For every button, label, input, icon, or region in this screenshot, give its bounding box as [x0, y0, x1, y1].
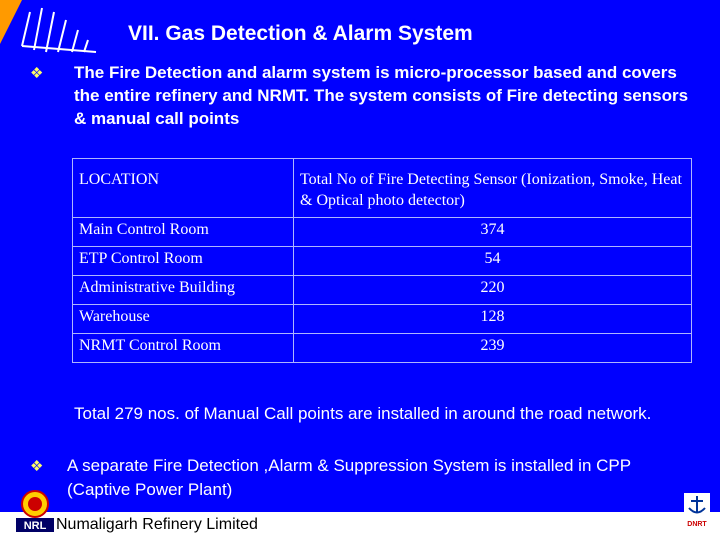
row-count: 54 [294, 247, 692, 276]
table-row [73, 218, 692, 247]
orange-triangle-icon [0, 0, 22, 44]
row-location: Administrative Building [73, 276, 294, 305]
table-row [73, 305, 692, 334]
right-logo-text: DNRT [687, 521, 707, 528]
table-row [73, 276, 692, 305]
row-location: NRMT Control Room [73, 334, 294, 363]
nrl-logo [16, 490, 54, 536]
table-row [73, 247, 692, 276]
header-location: LOCATION [73, 159, 294, 218]
sensor-table [72, 158, 692, 363]
header-sensor: Total No of Fire Detecting Sensor (Ionization, Smoke, Heat & Optical photo detector) [294, 159, 692, 218]
nrl-logo-text: NRL [23, 520, 47, 532]
bullet-icon: ❖ [30, 458, 44, 475]
cpp-note: A separate Fire Detection ,Alarm & Suppression System is installed in CPP (Captive Power Plant) [67, 456, 631, 499]
row-location: Main Control Room [73, 218, 294, 247]
stripe-pattern-icon [22, 8, 96, 52]
row-location: ETP Control Room [73, 247, 294, 276]
intro-paragraph: The Fire Detection and alarm system is micro-processor based and covers the entire refinery and NRMT. The system consists of Fire detecting sensors & manual call points [74, 63, 689, 128]
company-name: Numaligarh Refinery Limited [56, 516, 258, 533]
table-header-row [73, 159, 692, 218]
row-count: 374 [294, 218, 692, 247]
bullet-icon: ❖ [30, 65, 44, 82]
row-count: 128 [294, 305, 692, 334]
table-row [73, 334, 692, 363]
row-location: Warehouse [73, 305, 294, 334]
slide-title: VII. Gas Detection & Alarm System [128, 22, 473, 45]
right-logo [684, 493, 710, 529]
row-count: 220 [294, 276, 692, 305]
manual-call-note: Total 279 nos. of Manual Call points are installed in around the road network. [74, 404, 652, 423]
corner-logo [0, 0, 100, 62]
row-count: 239 [294, 334, 692, 363]
